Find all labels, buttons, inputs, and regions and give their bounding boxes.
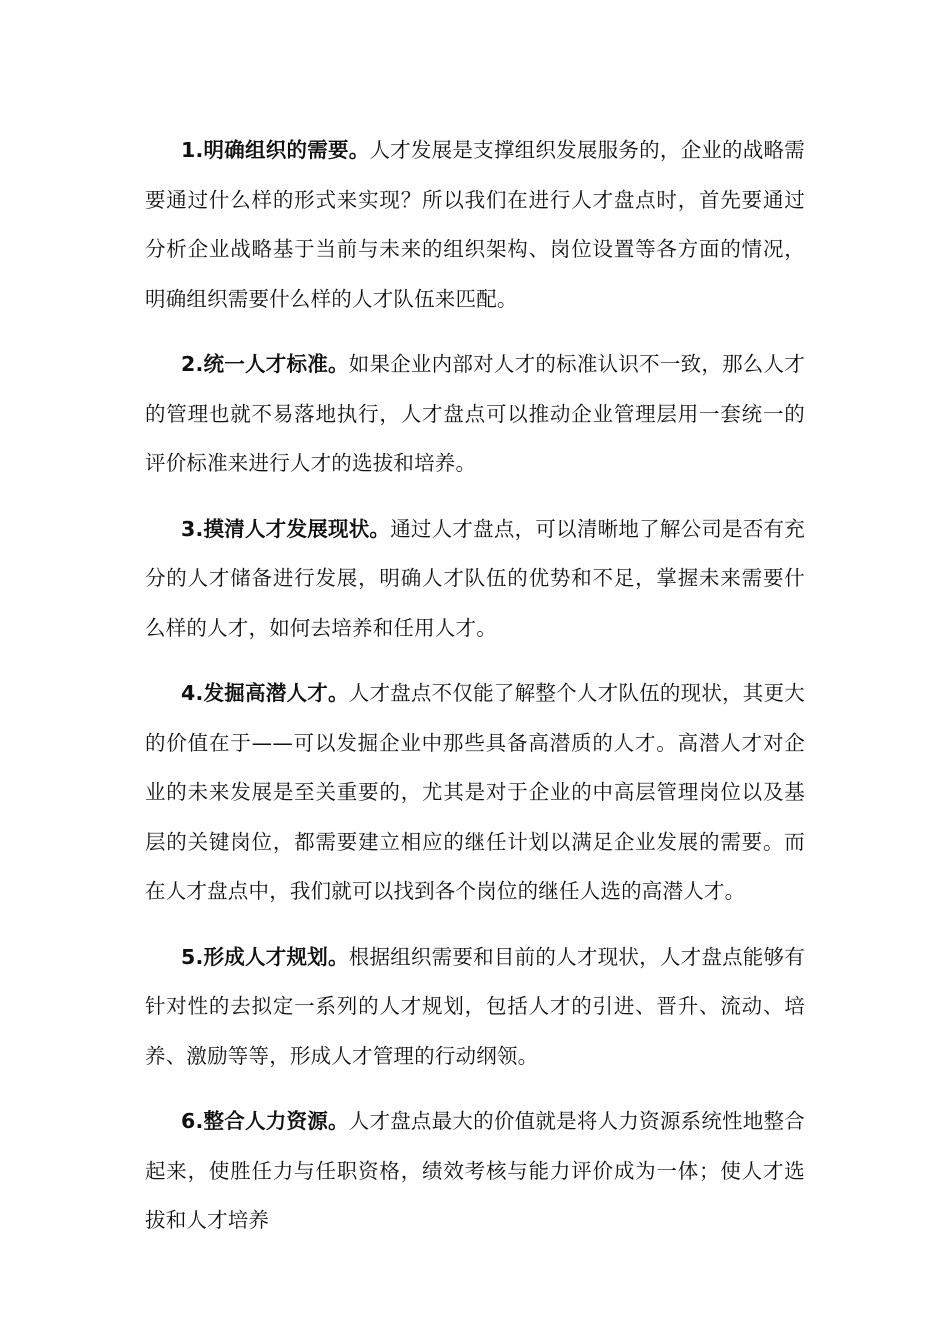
paragraph-4 [145,669,805,917]
paragraph-1-text: 人才发展是支撑组织发展服务的，企业的战略需要通过什么样的形式来实现？所以我们在进行人才盘点时，首先要通过分析企业战略基于当前与未来的组织架构、岗位设置等各方面的情况，明确组织需要什么样的人才队伍来匹配。 [145,138,805,311]
paragraph-3 [145,505,805,654]
paragraph-6 [145,1097,805,1246]
paragraph-6-heading: 6.整合人力资源。 [181,1109,349,1133]
paragraph-5-heading: 5.形成人才规划。 [181,944,349,969]
paragraph-1-heading: 1.明确组织的需要。 [181,138,370,162]
paragraph-5 [145,933,805,1082]
paragraph-4-heading: 4.发掘高潜人才。 [181,681,349,705]
paragraph-3-text: 通过人才盘点，可以清晰地了解公司是否有充分的人才储备进行发展，明确人才队伍的优势和不足，掌握未来需要什么样的人才，如何去培养和任用人才。 [145,516,805,640]
paragraph-3-heading: 3.摸清人才发展现状。 [181,516,391,541]
paragraph-1 [145,126,805,324]
paragraph-6-text: 人才盘点最大的价值就是将人力资源系统性地整合起来，使胜任力与任职资格，绩效考核与能力评价成为一体；使人才选拔和人才培养 [145,1109,805,1232]
paragraph-5-text: 根据组织需要和目前的人才现状，人才盘点能够有针对性的去拟定一系列的人才规划，包括人才的引进、晋升、流动、培养、激励等等，形成人才管理的行动纲领。 [145,944,805,1068]
paragraph-4-text: 人才盘点不仅能了解整个人才队伍的现状，其更大的价值在于——可以发掘企业中那些具备高潜质的人才。高潜人才对企业的未来发展是至关重要的，尤其是对于企业的中高层管理岗位以及基层的关键岗位，都需要建立相应的继任计划以满足企业发展的需要。而在人才盘点中，我们就可以找到各个岗位的继任人选的高潜人才。 [145,681,805,903]
document-body [145,126,805,1262]
paragraph-2 [145,340,805,489]
paragraph-2-text: 如果企业内部对人才的标准认识不一致，那么人才的管理也就不易落地执行，人才盘点可以推动企业管理层用一套统一的评价标准来进行人才的选拔和培养。 [145,352,805,475]
paragraph-2-heading: 2.统一人才标准。 [181,352,349,376]
